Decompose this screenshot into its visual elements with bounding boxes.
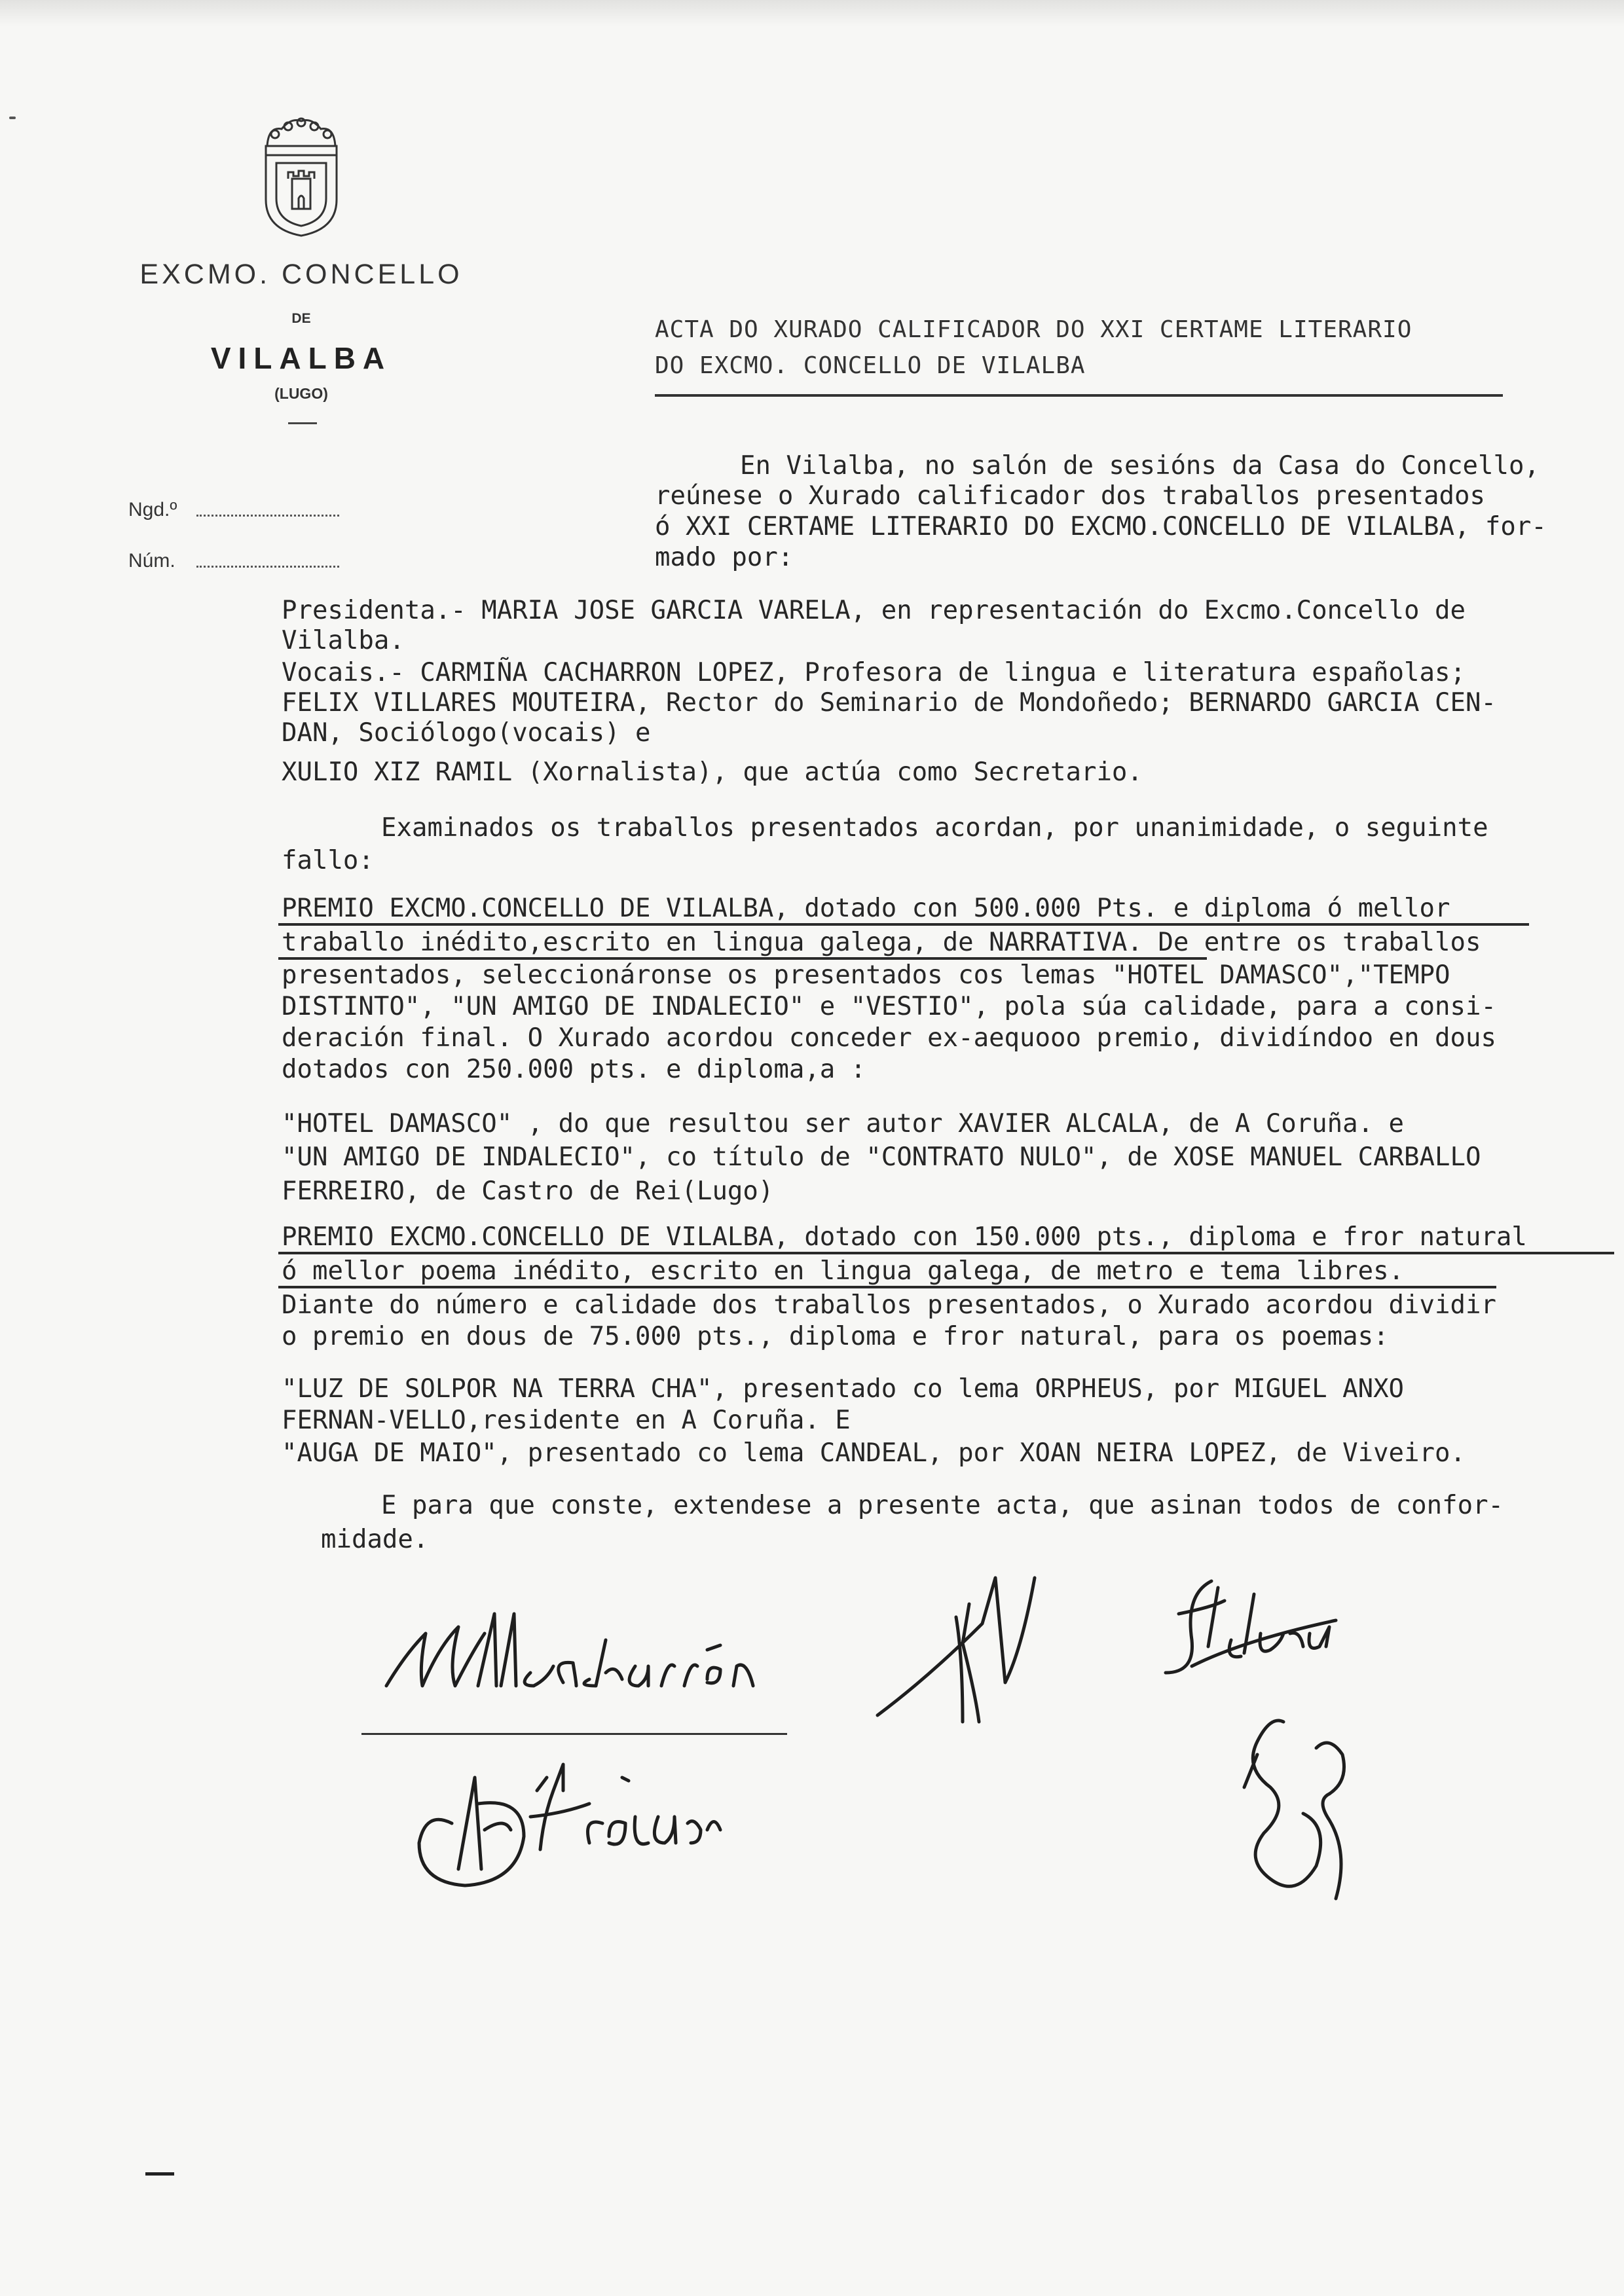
org-line1: EXCMO. CONCELLO — [139, 259, 463, 290]
closing-line: E para que conste, extendese a presente acta, que asinan todos de confor- — [381, 1491, 1504, 1520]
scan-top-edge — [0, 0, 1624, 26]
prize1-underline — [278, 923, 1529, 926]
prize2-underline — [278, 1286, 1496, 1288]
prize1-line: PREMIO EXCMO.CONCELLO DE VILALBA, dotado con 500.000 Pts. e diploma ó mellor — [282, 894, 1450, 923]
member-line: Vocais.- CARMIÑA CACHARRON LOPEZ, Profesora de lingua e literatura españolas; — [282, 658, 1466, 687]
closing-line: midade. — [321, 1525, 429, 1554]
member-line: Vilalba. — [282, 626, 405, 655]
signature-xiz — [1218, 1709, 1401, 1925]
prize1-underline — [278, 957, 1207, 960]
title-rule — [655, 394, 1503, 397]
letterhead-rule — [288, 422, 317, 424]
ngd-dotted-line — [196, 515, 339, 517]
intro-line: mado por: — [655, 543, 794, 572]
examined-line: fallo: — [282, 846, 374, 875]
prize1-line: traballo inédito,escrito en lingua galega, de NARRATIVA. De entre os traballos — [282, 928, 1481, 957]
org-name: VILALBA — [210, 341, 392, 375]
member-line: XULIO XIZ RAMIL (Xornalista), que actúa como Secretario. — [282, 757, 1143, 787]
ngd-label: Ngd.º — [128, 499, 177, 520]
prize2-line: PREMIO EXCMO.CONCELLO DE VILALBA, dotado con 150.000 pts., diploma e fror natural — [282, 1222, 1527, 1252]
prize1-line: dotados con 250.000 pts. e diploma,a : — [282, 1055, 866, 1084]
margin-dash — [145, 2172, 174, 2176]
prize1-winner-line: FERREIRO, de Castro de Rei(Lugo) — [282, 1176, 774, 1206]
signature-felix — [1153, 1568, 1349, 1679]
prize2-winner-line: "AUGA DE MAIO", presentado co lema CANDEAL, por XOAN NEIRA LOPEZ, de Viveiro. — [282, 1438, 1466, 1468]
prize1-line: deración final. O Xurado acordou conceder ex-aequooo premio, dividíndoo en dous — [282, 1023, 1496, 1053]
doc-title-line1: ACTA DO XURADO CALIFICADOR DO XXI CERTAME LITERARIO — [655, 316, 1412, 343]
member-line: Presidenta.- MARIA JOSE GARCIA VARELA, en representación do Excmo.Concello de — [282, 596, 1466, 625]
scan-speck — [9, 117, 16, 119]
org-de: DE — [291, 311, 311, 326]
prize2-line: ó mellor poema inédito, escrito en lingua galega, de metro e tema libres. — [282, 1256, 1405, 1286]
intro-line: reúnese o Xurado calificador dos traballos presentados — [655, 481, 1485, 511]
num-dotted-line — [196, 566, 339, 568]
signature-middle — [864, 1565, 1100, 1761]
prize2-winner-line: FERNAN-VELLO,residente en A Coruña. E — [282, 1406, 851, 1435]
prize1-winner-line: "UN AMIGO DE INDALECIO", co título de "CONTRATO NULO", de XOSE MANUEL CARBALLO — [282, 1142, 1481, 1172]
prize1-line: presentados, seleccionáronse os presentados cos lemas "HOTEL DAMASCO","TEMPO — [282, 960, 1450, 990]
member-line: DAN, Sociólogo(vocais) e — [282, 718, 651, 748]
examined-line: Examinados os traballos presentados acordan, por unanimidade, o seguinte — [381, 813, 1488, 843]
prize1-winner-line: "HOTEL DAMASCO" , do que resultou ser autor XAVIER ALCALA, de A Coruña. e — [282, 1109, 1405, 1139]
intro-line: En Vilalba, no salón de sesións da Casa do Concello, — [740, 451, 1540, 481]
signature-garcia — [413, 1751, 753, 1902]
org-region: (LUGO) — [274, 385, 328, 402]
prize1-line: DISTINTO", "UN AMIGO DE INDALECIO" e "VESTIO", pola súa calidade, para a consi- — [282, 992, 1496, 1021]
prize2-winner-line: "LUZ DE SOLPOR NA TERRA CHA", presentado co lema ORPHEUS, por MIGUEL ANXO — [282, 1374, 1405, 1404]
intro-line: ó XXI CERTAME LITERARIO DO EXCMO.CONCELLO DE VILALBA, for- — [655, 512, 1547, 541]
prize2-line: Diante do número e calidade dos traballos presentados, o Xurado acordou dividir — [282, 1290, 1496, 1320]
member-line: FELIX VILLARES MOUTEIRA, Rector do Seminario de Mondoñedo; BERNARDO GARCIA CEN- — [282, 688, 1496, 718]
signature-underline — [361, 1733, 787, 1735]
prize2-line: o premio en dous de 75.000 pts., diploma e fror natural, para os poemas: — [282, 1322, 1389, 1351]
coat-of-arms-icon — [255, 115, 347, 239]
num-label: Núm. — [128, 550, 175, 572]
signature-cacharron — [380, 1588, 799, 1705]
prize2-underline — [278, 1252, 1614, 1254]
doc-title-line2: DO EXCMO. CONCELLO DE VILALBA — [655, 352, 1086, 379]
